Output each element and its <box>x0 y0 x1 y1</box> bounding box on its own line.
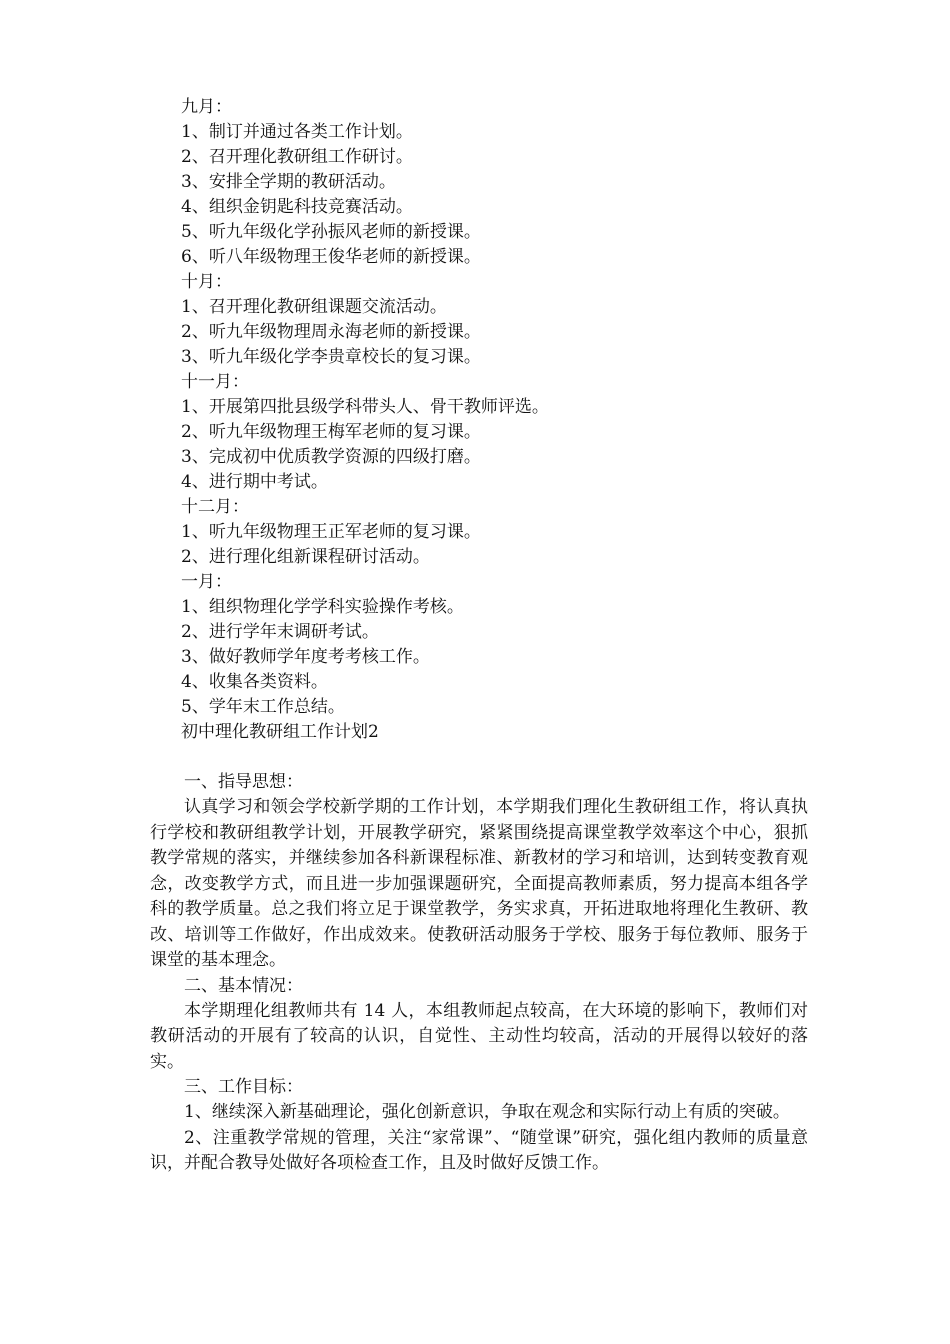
list-item: 2、听九年级物理周永海老师的新授课。 <box>181 322 481 342</box>
month-heading: 十月： <box>181 272 232 292</box>
section-paragraph: 1、继续深入新基础理论，强化创新意识，争取在观念和实际行动上有质的突破。 <box>184 1102 790 1122</box>
month-heading: 十一月： <box>181 372 249 392</box>
month-heading: 一月： <box>181 572 232 592</box>
list-item: 1、召开理化教研组课题交流活动。 <box>181 297 447 317</box>
month-heading: 十二月： <box>181 497 249 517</box>
list-item: 6、听八年级物理王俊华老师的新授课。 <box>181 247 481 267</box>
list-item: 1、听九年级物理王正军老师的复习课。 <box>181 522 481 542</box>
spacer <box>150 745 808 770</box>
list-item: 1、开展第四批县级学科带头人、骨干教师评选。 <box>181 397 549 417</box>
list-item: 2、进行学年末调研考试。 <box>181 622 379 642</box>
list-item: 2、进行理化组新课程研讨活动。 <box>181 547 430 567</box>
list-item: 4、组织金钥匙科技竞赛活动。 <box>181 197 413 217</box>
list-item: 2、召开理化教研组工作研讨。 <box>181 147 413 167</box>
list-item: 4、进行期中考试。 <box>181 472 328 492</box>
document-title: 初中理化教研组工作计划2 <box>181 722 379 742</box>
section-heading: 一、指导思想： <box>184 772 303 792</box>
list-item: 3、做好教师学年度考考核工作。 <box>181 647 430 667</box>
section-heading: 二、基本情况： <box>184 975 303 996</box>
section-heading: 三、工作目标： <box>184 1077 303 1097</box>
list-item: 3、安排全学期的教研活动。 <box>181 172 396 192</box>
list-item: 3、完成初中优质教学资源的四级打磨。 <box>181 447 481 467</box>
list-item: 3、听九年级化学李贵章校长的复习课。 <box>181 347 481 367</box>
document-body <box>150 95 808 1177</box>
list-item: 5、听九年级化学孙振风老师的新授课。 <box>181 222 481 242</box>
list-item: 2、听九年级物理王梅军老师的复习课。 <box>181 422 481 442</box>
list-item: 1、制订并通过各类工作计划。 <box>181 122 413 142</box>
section-paragraph: 认真学习和领会学校新学期的工作计划，本学期我们理化生教研组工作，将认真执行学校和教研组教学计划，开展教学研究，紧紧围绕提高课堂教学效率这个中心，狠抓教学常规的落实，并继续参加各科新课程标准、新教材的学习和培训，达到转变教育观念，改变教学方式，而且进一步加强课题研究，全面提高教师素质，努力提高本组各学科的教学质量。总之我们将立足于课堂教学，务实求真，开拓进取地将理化生教研、教改、培训等工作做好，作出成效来。使教研活动服务于学校、服务于每位教师、服务于课堂的基本理念。 <box>150 797 808 970</box>
list-item: 1、组织物理化学学科实验操作考核。 <box>181 597 464 617</box>
list-item: 4、收集各类资料。 <box>181 672 328 692</box>
list-item: 5、学年末工作总结。 <box>181 697 345 717</box>
section-paragraph: 本学期理化组教师共有 14 人，本组教师起点较高，在大环境的影响下，教师们对教研活动的开展有了较高的认识，自觉性、主动性均较高，活动的开展得以较好的落实。 <box>150 1000 808 1072</box>
section-paragraph: 2、注重教学常规的管理，关注“家常课”、“随堂课”研究，强化组内教师的质量意识，并配合教导处做好各项检查工作，且及时做好反馈工作。 <box>150 1127 808 1173</box>
month-heading: 九月： <box>181 97 232 117</box>
